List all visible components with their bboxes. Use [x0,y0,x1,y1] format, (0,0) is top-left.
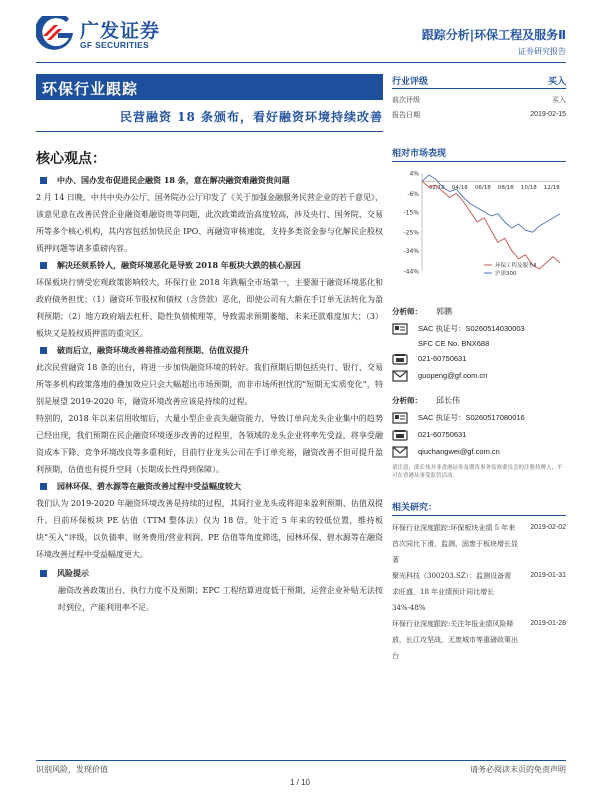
analyst-2-name-row [392,392,566,409]
related-item[interactable] [392,568,566,616]
bullet-square-icon [40,483,47,490]
report-date-value: 2019-02-15 [530,111,566,118]
section-2-body: 环保板块行情受宏观政策影响较大，环保行业 2018 年跌幅全市场第一，主要源于融资环境恶化和政府债务担忧；（1）融资环节股权和债权（含贷款）恶化，即使公司有大额在手订单无法转化为盈利预期；（2）地方政府端去杠杆、隐性负债梳理等，导致需求预期萎缩、未来还款难度加大；（3）板块又是股权质押雷的重灾区。 [36,278,383,338]
core-views-heading: 核心观点： [36,151,106,167]
bullet-square-icon [40,570,47,577]
rating-header [392,74,566,89]
section-2-title-text: 解决还须系铃人，融资环境恶化是导致 2018 年板块大跌的核心原因 [57,260,301,270]
series-line [422,181,560,269]
analyst-1-sac: SAC 执证号：S0260514030003 [418,324,525,333]
risk-title-text: 风险提示 [57,568,89,578]
analyst-2-phone: 021-60750631 [418,430,467,439]
related-item-date: 2019-01-28 [530,620,566,627]
footer-disclaimer-note: 请务必阅读末页的免责声明 [470,765,566,774]
title-divider [36,131,383,132]
x-tick-label: 10/18 [520,185,537,192]
rating-value: 买入 [547,77,566,87]
related-item-title[interactable]: 环保行业深度跟踪:关注年报业绩风险释放，长江攻坚战，无废城市等重磅政策出台 [392,620,518,660]
footer-slogan: 识别风险，发现价值 [36,765,108,774]
report-label: 证券研究报告 [518,47,566,56]
section-1-title-text: 中办、国办发布促进民企融资 18 条，意在解决融资难融资贵问题 [57,175,290,185]
analyst-1-phone-row [392,350,566,367]
report-type: 跟踪分析|环保工程及服务Ⅱ [421,28,566,42]
related-item-date: 2019-02-02 [530,524,566,531]
bullet-square-icon [40,177,47,184]
prev-rating-value: 买入 [552,95,566,104]
section-1-body: 2 月 14 日晚，中共中央办公厅、国务院办公厅印发了《关于加强金融服务民营企业的若干意见》，该意见意在改善民营企业融资难融资贵等问题，此次政策政治高度较高，涉及央行、国务院、交易所等多个核心机构，其内容包括加快民企 IPO、再融资审核速度，支持多类资金参与化解民企股权质押问题等诸多重磅内容。 [36,193,383,253]
series-line [422,175,560,232]
analyst-disclaimer: 请注意，邱长伟并非香港证券及期货事务监察委员会的注册持牌人，不可在香港从事受监管活动。 [392,465,563,479]
y-tick-label: 4% [409,170,419,178]
y-tick-label: -34% [403,248,419,256]
email-icon [392,370,408,382]
risk-title [36,565,383,582]
email-icon [392,446,408,458]
legend-label: 沪深300 [495,271,517,277]
section-3-title [36,342,383,359]
bullet-square-icon [40,262,47,269]
y-tick-label: -6% [407,190,419,198]
logo-english: GF SECURITIES [80,40,150,50]
rating-details [392,92,566,122]
gf-logo-icon [36,16,74,50]
analyst-1-email[interactable]: guopeng@gf.com.cn [418,371,488,380]
related-item[interactable] [392,520,566,568]
analyst-1-email-row [392,367,566,384]
chart-svg [392,165,566,285]
certificate-icon [392,323,408,335]
analyst-1-sfc: SFC CE No. BNX688 [418,339,490,348]
analyst-2-email-row [392,443,566,460]
related-research [392,500,566,664]
phone-icon [392,353,408,365]
analyst-2-name: 邱长伟 [436,396,460,405]
report-title: 环保行业跟踪 [36,74,383,100]
x-tick-label: 08/18 [497,185,514,192]
bullet-square-icon [40,347,47,354]
section-3-title-text: 破而后立，融资环境改善将推动盈利预期、估值双提升 [57,345,249,355]
header-divider [36,62,566,63]
risk-body: 融资改善政策出台、执行力度不及预期；EPC 工程结算进度低于预期，运营企业补贴无法按时到位，产能利用率不足。 [58,586,383,612]
relative-performance-chart [392,165,566,285]
analyst-2-label: 分析师： [392,396,422,405]
certificate-icon [392,412,408,424]
related-heading: 相关研究： [392,500,566,516]
analyst-1-phone: 021-60750631 [418,354,467,363]
analyst-2 [392,392,566,460]
section-1-title [36,172,383,189]
analyst-1 [392,303,566,384]
section-4-title [36,478,383,495]
x-tick-label: 06/18 [474,185,491,192]
section-3-body: 此次民营融资 18 条的出台，将进一步加快融资环境的转好。我们预期后期包括央行、银行、交易所等多机构政策落地的叠加效应只会大幅超出市场预期，而非市场所担忧的“短期无实质变化”，特别是展望 2019-2020 年，融资环境改善应该是持续的过程。 [36,363,383,406]
related-item-title[interactable]: 环保行业深度跟踪:环保板块业绩 5 年来首次同比下滑，监测、固废于板块增长显著 [392,524,518,564]
analyst-2-sac: SAC 执证号：S0260517080016 [418,413,525,422]
x-tick-label: 12/18 [543,185,560,192]
core-views-body [36,172,383,616]
footer-divider [36,760,566,761]
analyst-2-phone-row [392,426,566,443]
related-item-date: 2019-01-31 [530,572,566,579]
legend-label: 环保工程及服务Ⅱ [495,263,537,269]
prev-rating-label: 前次评级 [392,95,420,104]
section-4-body: 我们认为 2019-2020 年融资环境改善是持续的过程，其间行业龙头或将迎来盈利预期、估值双提升。目前环保板块 PE 估值（TTM 整体法）仅为 18 倍，处于近 5 年来的较低位置，维持板块“买入”评级，以负债率、财务费用/营业利润、PE 估值等角度筛选，园林环保、碧水源等在融资环境改善过程中受益幅度更大。 [36,499,383,559]
x-tick-label: 02/18 [428,185,445,192]
section-3-body-2: 特别的，2018 年以来信用收缩后，大量小型企业丧失融资能力，导致订单向龙头企业集中的趋势已经出现，我们预期在民企融资环境逐步改善的过程里，各领域的龙头企业将率先受益，将享受融资成本下降、竞争环境改良等多重利好，目前行业龙头公司在手订单充裕，融资改善不但可提升盈利预期，估值也有提升空间（长期成长性得到保障）。 [36,414,383,474]
related-item-title[interactable]: 聚光科技（300203.SZ）：监测设备需求旺盛，18 年业绩预计同比增长 34%-48% [392,572,512,612]
analyst-1-name-row [392,303,566,320]
section-4-title-text: 园林环保、碧水源等在融资改善过程中受益幅度较大 [57,481,241,491]
prev-rating-row [392,92,566,107]
analyst-1-sac-row [392,320,566,337]
y-tick-label: -44% [403,268,419,276]
report-date-row [392,107,566,122]
page-number: 1 / 10 [289,778,310,787]
report-date-label: 报告日期 [392,110,420,119]
market-heading: 相对市场表现 [392,146,566,162]
section-2-title [36,257,383,274]
related-item[interactable] [392,616,566,664]
analyst-1-name: 郭鹏 [436,307,452,316]
rating-label: 行业评级 [392,77,429,87]
y-tick-label: -15% [403,209,419,217]
analyst-1-sfc-row [392,337,566,350]
analyst-2-email[interactable]: qiuchangwei@gf.com.cn [418,447,500,456]
brand-logo [36,14,176,54]
phone-icon [392,429,408,441]
x-tick-label: 04/18 [451,185,468,192]
analyst-1-label: 分析师： [392,307,422,316]
report-subtitle: 民营融资 18 条颁布，看好融资环境持续改善 [119,110,383,124]
y-tick-label: -25% [403,229,419,237]
logo-chinese: 广发证券 [80,20,161,42]
analyst-2-sac-row [392,409,566,426]
